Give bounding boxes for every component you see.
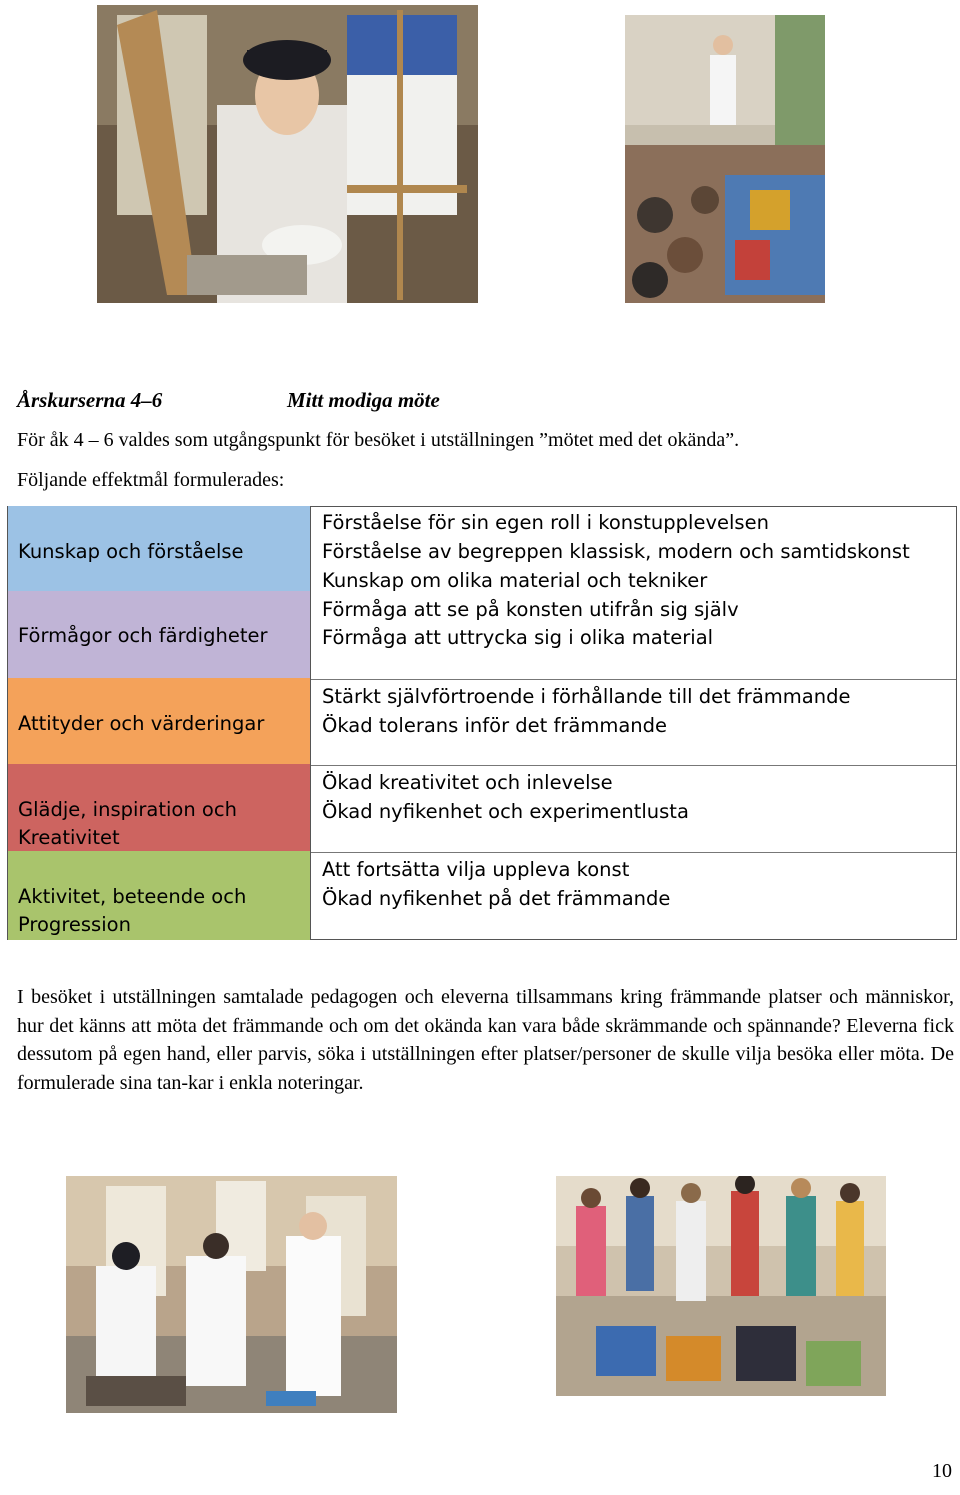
painting-child-photo (97, 5, 478, 303)
goals-divider (311, 765, 956, 766)
section-heading (17, 386, 440, 414)
category-attitudes: Attityder och värderingar (7, 678, 311, 764)
category-activity: Aktivitet, beteende och Progression (7, 851, 311, 940)
goals-divider (311, 852, 956, 853)
effect-goals-table (7, 506, 957, 940)
goal-item: Förståelse för sin egen roll i konstupplevelsen (322, 511, 769, 534)
lab-coat-students-photo (66, 1176, 397, 1413)
classroom-floor-photo (625, 15, 825, 303)
body-paragraph: I besöket i utställningen samtalade pedagogen och eleverna tillsammans kring främmande platser och människor, hur det känns att möta det främmande och om det okända kan vara både skrämmande och spännande? Eleverna fick dessutom på egen hand, eller parvis, söka i utställningen efter platser/personer de skulle vilja besöka eller möta. De formulerade sina tan-kar i enkla noteringar. (17, 986, 954, 1094)
goals-divider (311, 679, 956, 680)
goal-item: Förmåga att uttrycka sig i olika material (322, 626, 714, 649)
goal-item: Stärkt självförtroende i förhållande till det främmande (322, 685, 851, 708)
course-label: Årskurserna 4–6 (17, 388, 163, 412)
goal-item: Ökad nyfikenhet på det främmande (322, 887, 671, 910)
goal-item: Förmåga att se på konsten utifrån sig själv (322, 598, 739, 621)
category-abilities: Förmågor och färdigheter (7, 591, 311, 678)
goal-item: Ökad kreativitet och inlevelse (322, 771, 613, 794)
goal-item: Kunskap om olika material och tekniker (322, 569, 708, 592)
goal-item: Ökad nyfikenhet och experimentlusta (322, 800, 689, 823)
goal-item: Att fortsätta vilja uppleva konst (322, 858, 630, 881)
intro-line-2: Följande effektmål formulerades: (17, 469, 285, 491)
category-joy: Glädje, inspiration och Kreativitet (7, 764, 311, 851)
category-knowledge: Kunskap och förståelse (7, 506, 311, 591)
goal-item: Ökad tolerans inför det främmande (322, 714, 668, 737)
section-title: Mitt modiga möte (287, 388, 440, 412)
goal-item: Förståelse av begreppen klassisk, modern och samtidskonst (322, 540, 910, 563)
goals-column (310, 506, 957, 940)
page-number: 10 (932, 1460, 952, 1482)
students-paintings-photo (556, 1176, 886, 1396)
intro-line-1: För åk 4 – 6 valdes som utgångspunkt för besöket i utställningen ”mötet med det okända”. (17, 429, 740, 451)
